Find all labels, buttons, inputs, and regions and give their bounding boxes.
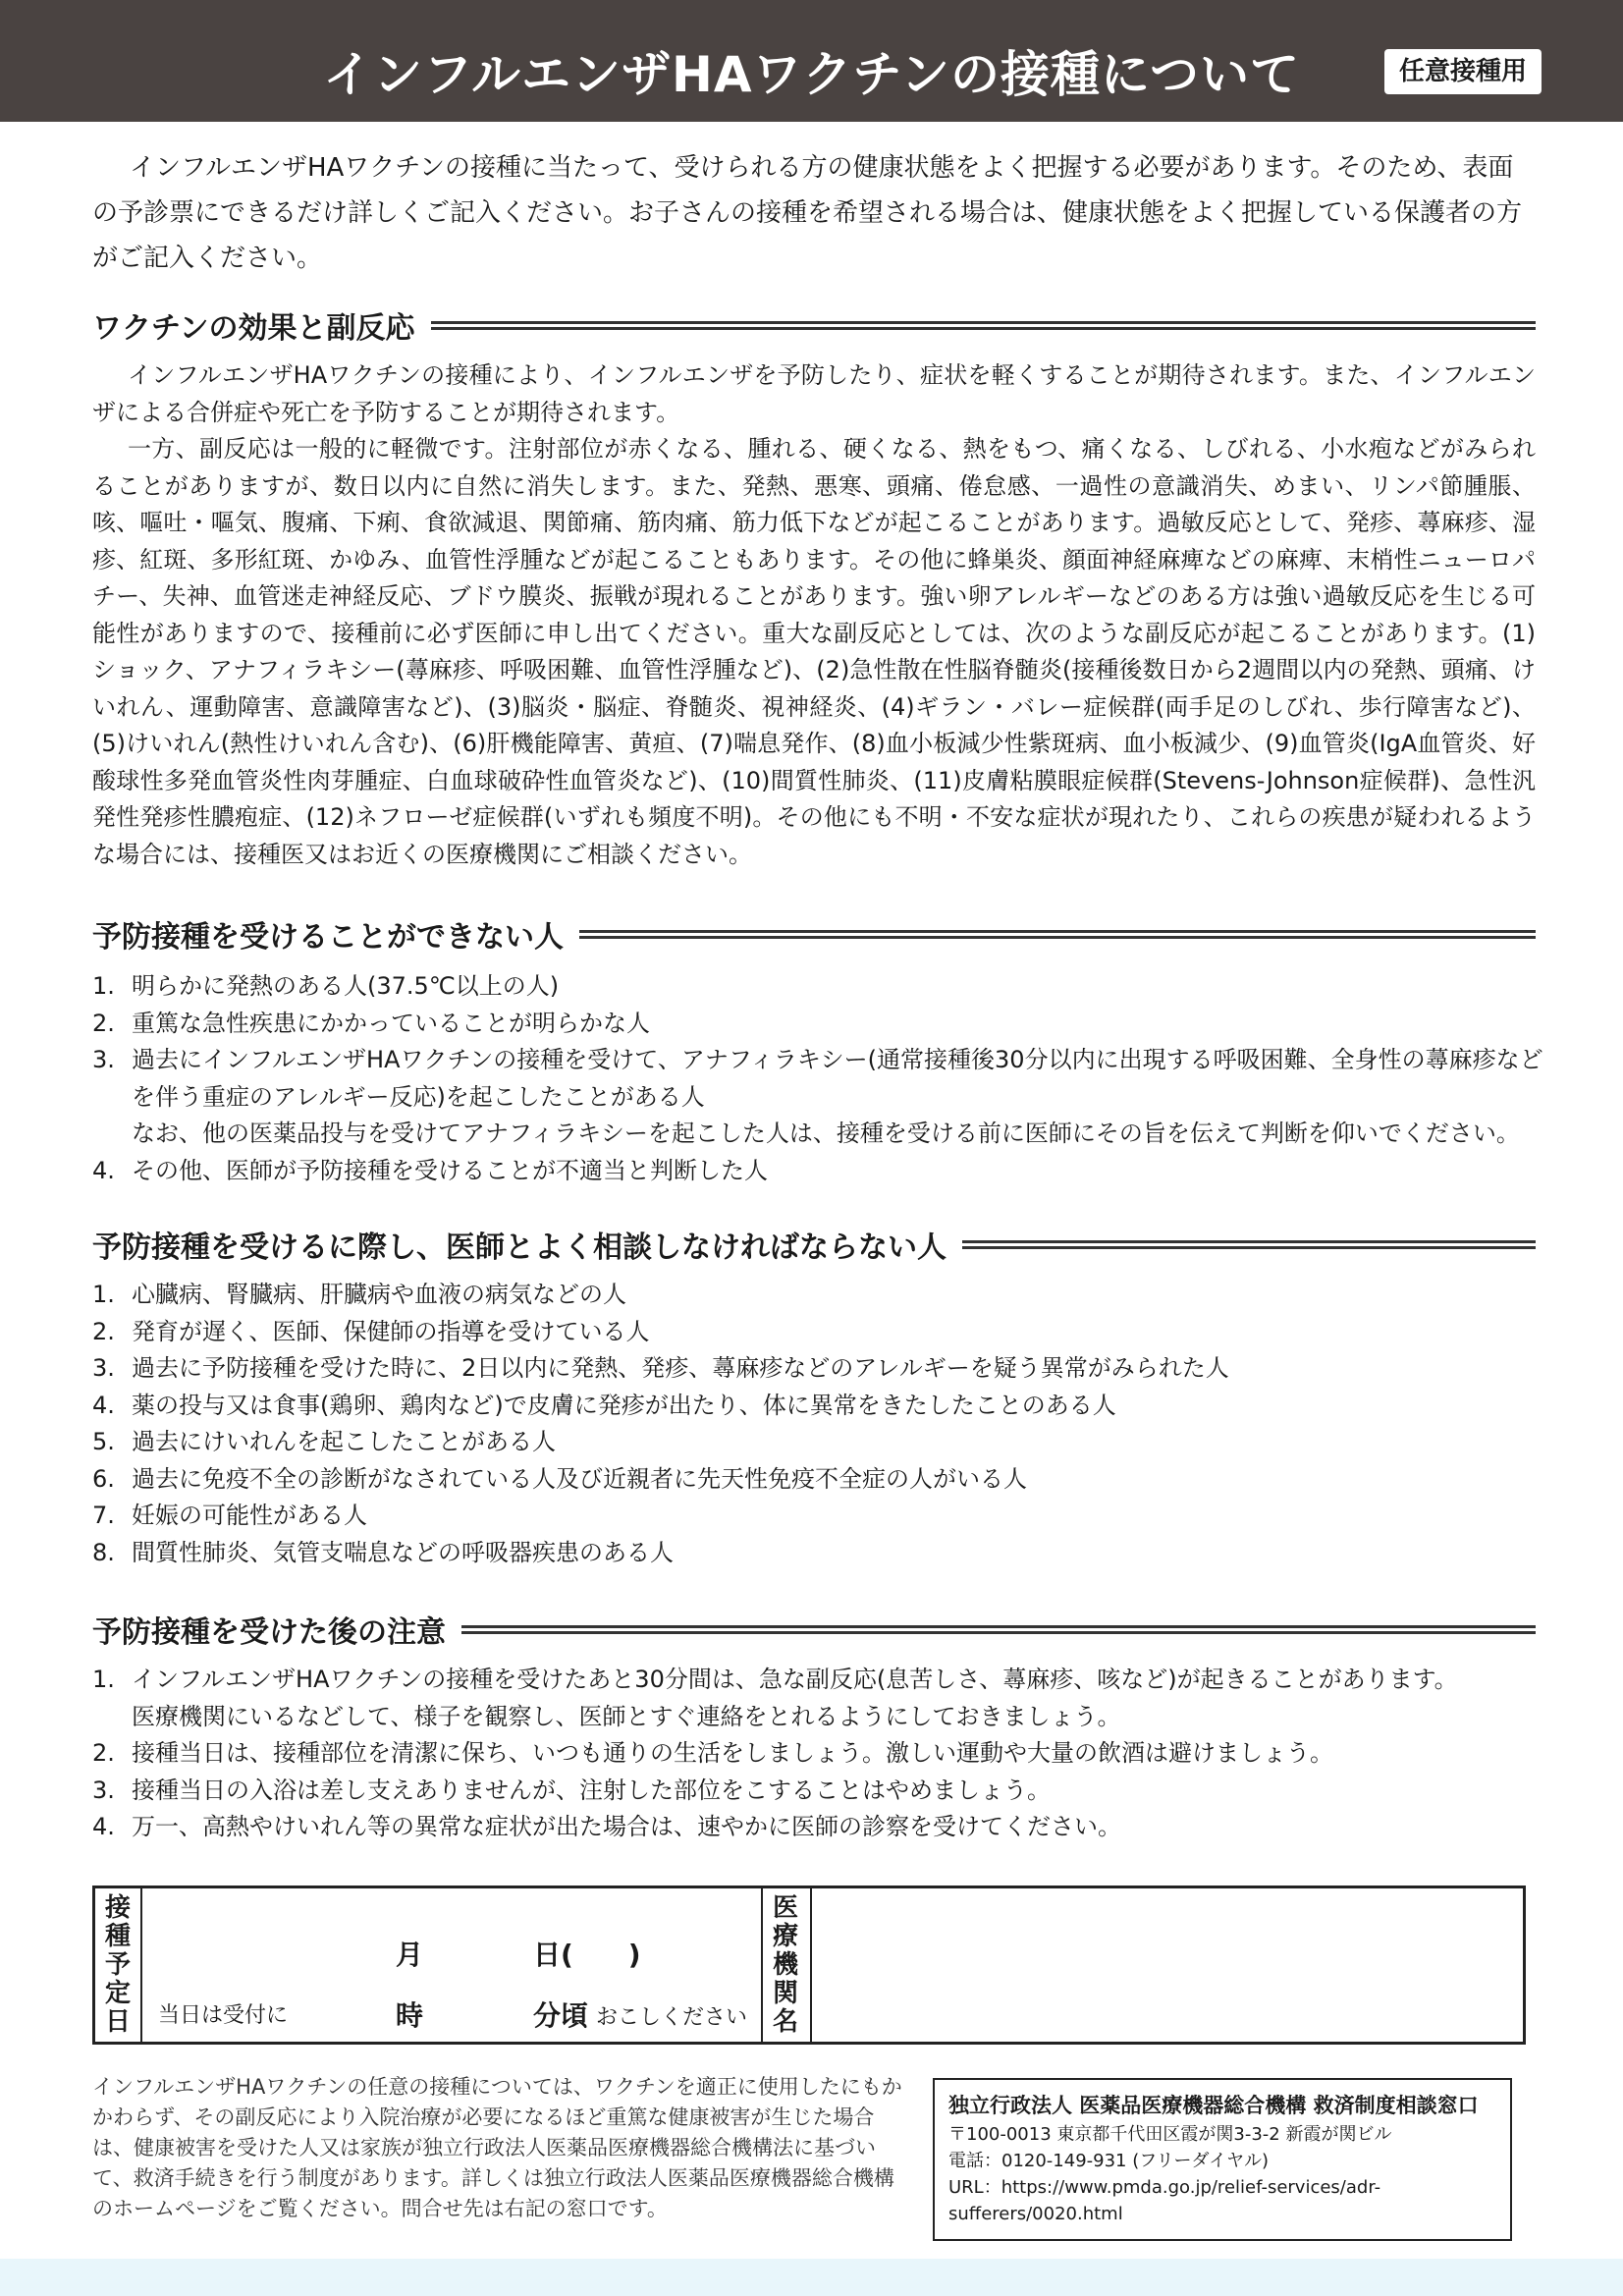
list-item-text: 心臓病、腎臓病、肝臓病や血液の病気などの人 (132, 1281, 626, 1308)
effects-body (92, 357, 1536, 873)
label-char: 療 (772, 1921, 798, 1951)
contact-address: 〒100-0013 東京都千代田区霞が関3-3-2 新霞が関ビル (948, 2124, 1392, 2145)
list-item-number: 3. (92, 1776, 115, 1804)
section-divider (461, 1625, 1536, 1634)
effects-paragraph-2: 一方、副反応は一般的に軽微です。注射部位が赤くなる、腫れる、硬くなる、熱をもつ、痛くなる、しびれる、小水疱などがみられることがありますが、数日以内に自然に消失します。また、発熱、悪寒、頭痛、倦怠感、一過性の意識消失、めまい、リンパ節腫脹、咳、嘔吐・嘔気、腹痛、下痢、食欲減退、関節痛、筋肉痛、筋力低下などが起こることがあります。過敏反応として、発疹、蕁麻疹、湿疹、紅斑、多形紅斑、かゆみ、血管性浮腫などが起こることもあります。その他に蜂巣炎、顔面神経麻痺などの麻痺、末梢性ニューロパチー、失神、血管迷走神経反応、ブドウ膜炎、振戦が現れることがあります。強い卵アレルギーなどのある方は強い過敏反応を生じる可能性がありますので、接種前に必ず医師に申し出てください。重大な副反応としては、次のような副反応が起こることがあります。(1) ショック、アナフィラキシー(蕁麻疹、呼吸困難、血管性浮腫など)、(2)急性散在性脳脊髄炎(接種後数日から2週間以内の発熱、頭痛、けいれん、運動障害、意識障害など)、(3)脳炎・脳症、脊髄炎、視神経炎、(4)ギラン・バレー症候群(両手足のしびれ、歩行障害など)、(5)けいれん(熱性けいれん含む)、(6)肝機能障害、黄疸、(7)喘息発作、(8)血小板減少性紫斑病、血小板減少、(9)血管炎(IgA血管炎、好酸球性多発血管炎性肉芽腫症、白血球破砕性血管炎など)、(10)間質性肺炎、(11)皮膚粘膜眼症候群(Stevens-Johnson症候群)、急性汎発性発疹性膿疱症、(12)ネフローゼ症候群(いずれも頻度不明)。その他にも不明・不安な症状が現れたり、これらの疾患が疑われるような場合には、接種医又はお近くの医療機関にご相談ください。 (92, 435, 1536, 868)
page-header (0, 0, 1623, 122)
list-item-number: 2. (92, 1739, 115, 1767)
list-item-number: 2. (92, 1009, 115, 1037)
list-item-number: 8. (92, 1538, 115, 1566)
section-divider (962, 1240, 1536, 1249)
list-item-text: 発育が遅く、医師、保健師の指導を受けている人 (132, 1317, 650, 1345)
list-item (92, 1277, 1545, 1314)
list-item-text: 万一、高熱やけいれん等の異常な症状が出た場合は、速やかに医師の診察を受けてください。 (132, 1813, 1121, 1840)
relief-system-footnote: インフルエンザHAワクチンの任意の接種については、ワクチンを適正に使用したにもかかわらず、その副反応により入院治療が必要になるほど重篤な健康被害が生じた場合は、健康被害を受けた人又は家族が独立行政法人医薬品医療機器総合機構法に基づいて、救済手続きを行う制度があります。詳しくは独立行政法人医薬品医療機器総合機構のホームページをご覧ください。問合せ先は右記の窓口です。 (92, 2075, 902, 2220)
label-char: 機 (772, 1949, 798, 1980)
page-bottom-edge (0, 2259, 1623, 2296)
list-item-number: 7. (92, 1502, 115, 1529)
list-item-number: 3. (92, 1046, 115, 1073)
list-item-number: 4. (92, 1156, 115, 1184)
label-char: 定 (104, 1978, 131, 2008)
page-title: インフルエンザHAワクチンの接種について (322, 46, 1301, 103)
after-list (92, 1662, 1545, 1846)
list-item (92, 1461, 1545, 1499)
list-item-text: 妊娠の可能性がある人 (132, 1502, 367, 1529)
list-item (92, 1773, 1545, 1810)
contact-url[interactable]: URL：https://www.pmda.go.jp/relief-services/adr-sufferers/0020.html (948, 2177, 1381, 2224)
list-item-text: 接種当日は、接種部位を清潔に保ち、いつも通りの生活をしましょう。激しい運動や大量の飲酒は避けましょう。 (132, 1739, 1333, 1767)
list-item-text: 過去に予防接種を受けた時に、2日以内に発熱、発疹、蕁麻疹などのアレルギーを疑う異常がみられた人 (132, 1354, 1229, 1382)
label-char: 種 (104, 1921, 131, 1951)
cannot-list (92, 968, 1545, 1189)
facility-name-field[interactable] (814, 1888, 1519, 2042)
contact-organization: 独立行政法人 医薬品医療機器総合機構 救済制度相談窓口 (948, 2094, 1479, 2117)
schedule-box (92, 1886, 1526, 2045)
list-item (92, 1424, 1545, 1461)
cannot-section-header (92, 909, 1536, 958)
consult-section-header (92, 1220, 1536, 1269)
label-char: 日 (104, 2006, 131, 2037)
label-char: 名 (772, 2006, 798, 2037)
list-item-text: 薬の投与又は食事(鶏卵、鶏肉など)で皮膚に発疹が出たり、体に異常をきたしたことのある人 (132, 1391, 1116, 1419)
effects-paragraph-1: インフルエンザHAワクチンの接種により、インフルエンザを予防したり、症状を軽くすることが期待されます。また、インフルエンザによる合併症や死亡を予防することが期待されます。 (92, 361, 1536, 426)
contact-box (933, 2078, 1512, 2241)
label-char: 医 (772, 1892, 798, 1923)
list-item-note: 医療機関にいるなどして、様子を観察し、医師とすぐ連絡をとれるようにしておきましょう。 (132, 1702, 1121, 1730)
box-divider (810, 1888, 812, 2042)
effects-section-title: ワクチンの効果と副反応 (92, 311, 415, 346)
list-item (92, 1498, 1545, 1535)
list-item-number: 6. (92, 1464, 115, 1493)
reception-label: 当日は受付に (158, 2003, 289, 2028)
list-item-note: なお、他の医薬品投与を受けてアナフィラキシーを起こした人は、接種を受ける前に医師にその旨を伝えて判断を仰いでください。 (132, 1120, 1520, 1147)
label-char: 関 (772, 1978, 798, 2008)
section-divider (579, 930, 1536, 939)
list-item-number: 4. (92, 1391, 115, 1419)
list-item-number: 5. (92, 1428, 115, 1455)
list-item (92, 1809, 1545, 1846)
list-item-text: インフルエンザHAワクチンの接種を受けたあと30分間は、急な副反応(息苦しさ、蕁麻疹、咳など)が起きることがあります。 (132, 1666, 1458, 1693)
intro-paragraph: インフルエンザHAワクチンの接種に当たって、受けられる方の健康状態をよく把握する必要があります。そのため、表面の予診票にできるだけ詳しくご記入ください。お子さんの接種を希望される場合は、健康状態をよく把握している保護者の方がご記入ください。 (92, 153, 1523, 273)
list-item (92, 968, 1545, 1006)
scheduled-date-label (95, 1888, 140, 2042)
list-item (92, 1153, 1545, 1190)
after-section-title: 予防接種を受けた後の注意 (92, 1615, 446, 1650)
consult-list (92, 1277, 1545, 1571)
month-label[interactable]: 月 (396, 1939, 424, 1971)
consult-section-title: 予防接種を受けるに際し、医師とよく相談しなければならない人 (92, 1230, 947, 1265)
list-item-text: 過去にけいれんを起こしたことがある人 (132, 1428, 556, 1455)
list-item-number: 1. (92, 1281, 115, 1308)
list-item (92, 1662, 1545, 1735)
list-item-text: 明らかに発熱のある人(37.5℃以上の人) (132, 972, 560, 1000)
list-item-text: 過去に免疫不全の診断がなされている人及び近親者に先天性免疫不全症の人がいる人 (132, 1464, 1027, 1493)
list-item (92, 1350, 1545, 1388)
list-item-number: 1. (92, 972, 115, 1000)
label-char: 接 (104, 1892, 131, 1923)
effects-section-header (92, 301, 1536, 350)
after-section-header (92, 1605, 1536, 1654)
box-divider (140, 1888, 142, 2042)
list-item-number: 2. (92, 1317, 115, 1345)
day-label[interactable]: 日( ) (533, 1939, 641, 1971)
list-item-text: その他、医師が予防接種を受けることが不適当と判断した人 (132, 1156, 768, 1184)
list-item (92, 1314, 1545, 1351)
list-item-text: 重篤な急性疾患にかかっていることが明らかな人 (132, 1009, 650, 1037)
list-item (92, 1006, 1545, 1043)
list-item-number: 1. (92, 1666, 115, 1693)
please-come-label: おこしください (596, 2005, 748, 2030)
list-item-text: 過去にインフルエンザHAワクチンの接種を受けて、アナフィラキシー(通常接種後30分以内に出現する呼吸困難、全身性の蕁麻疹などを伴う重症のアレルギー反応)を起こしたことがある人 (132, 1046, 1543, 1111)
list-item-text: 接種当日の入浴は差し支えありませんが、注射した部位をこすることはやめましょう。 (132, 1776, 1051, 1804)
label-char: 予 (104, 1949, 131, 1980)
list-item-text: 間質性肺炎、気管支喘息などの呼吸器疾患のある人 (132, 1538, 674, 1566)
hour-label[interactable]: 時 (396, 1999, 424, 2032)
list-item (92, 1042, 1545, 1153)
facility-name-label (763, 1888, 808, 2042)
cannot-section-title: 予防接種を受けることができない人 (92, 920, 564, 955)
list-item-number: 4. (92, 1813, 115, 1840)
list-item (92, 1535, 1545, 1572)
section-divider (431, 321, 1537, 330)
list-item (92, 1388, 1545, 1425)
minute-label[interactable]: 分頃 (533, 1999, 589, 2032)
voluntary-vaccination-badge: 任意接種用 (1384, 49, 1542, 94)
list-item-number: 3. (92, 1354, 115, 1382)
contact-phone: 電話：0120-149-931 (フリーダイヤル) (948, 2151, 1270, 2171)
list-item (92, 1735, 1545, 1773)
